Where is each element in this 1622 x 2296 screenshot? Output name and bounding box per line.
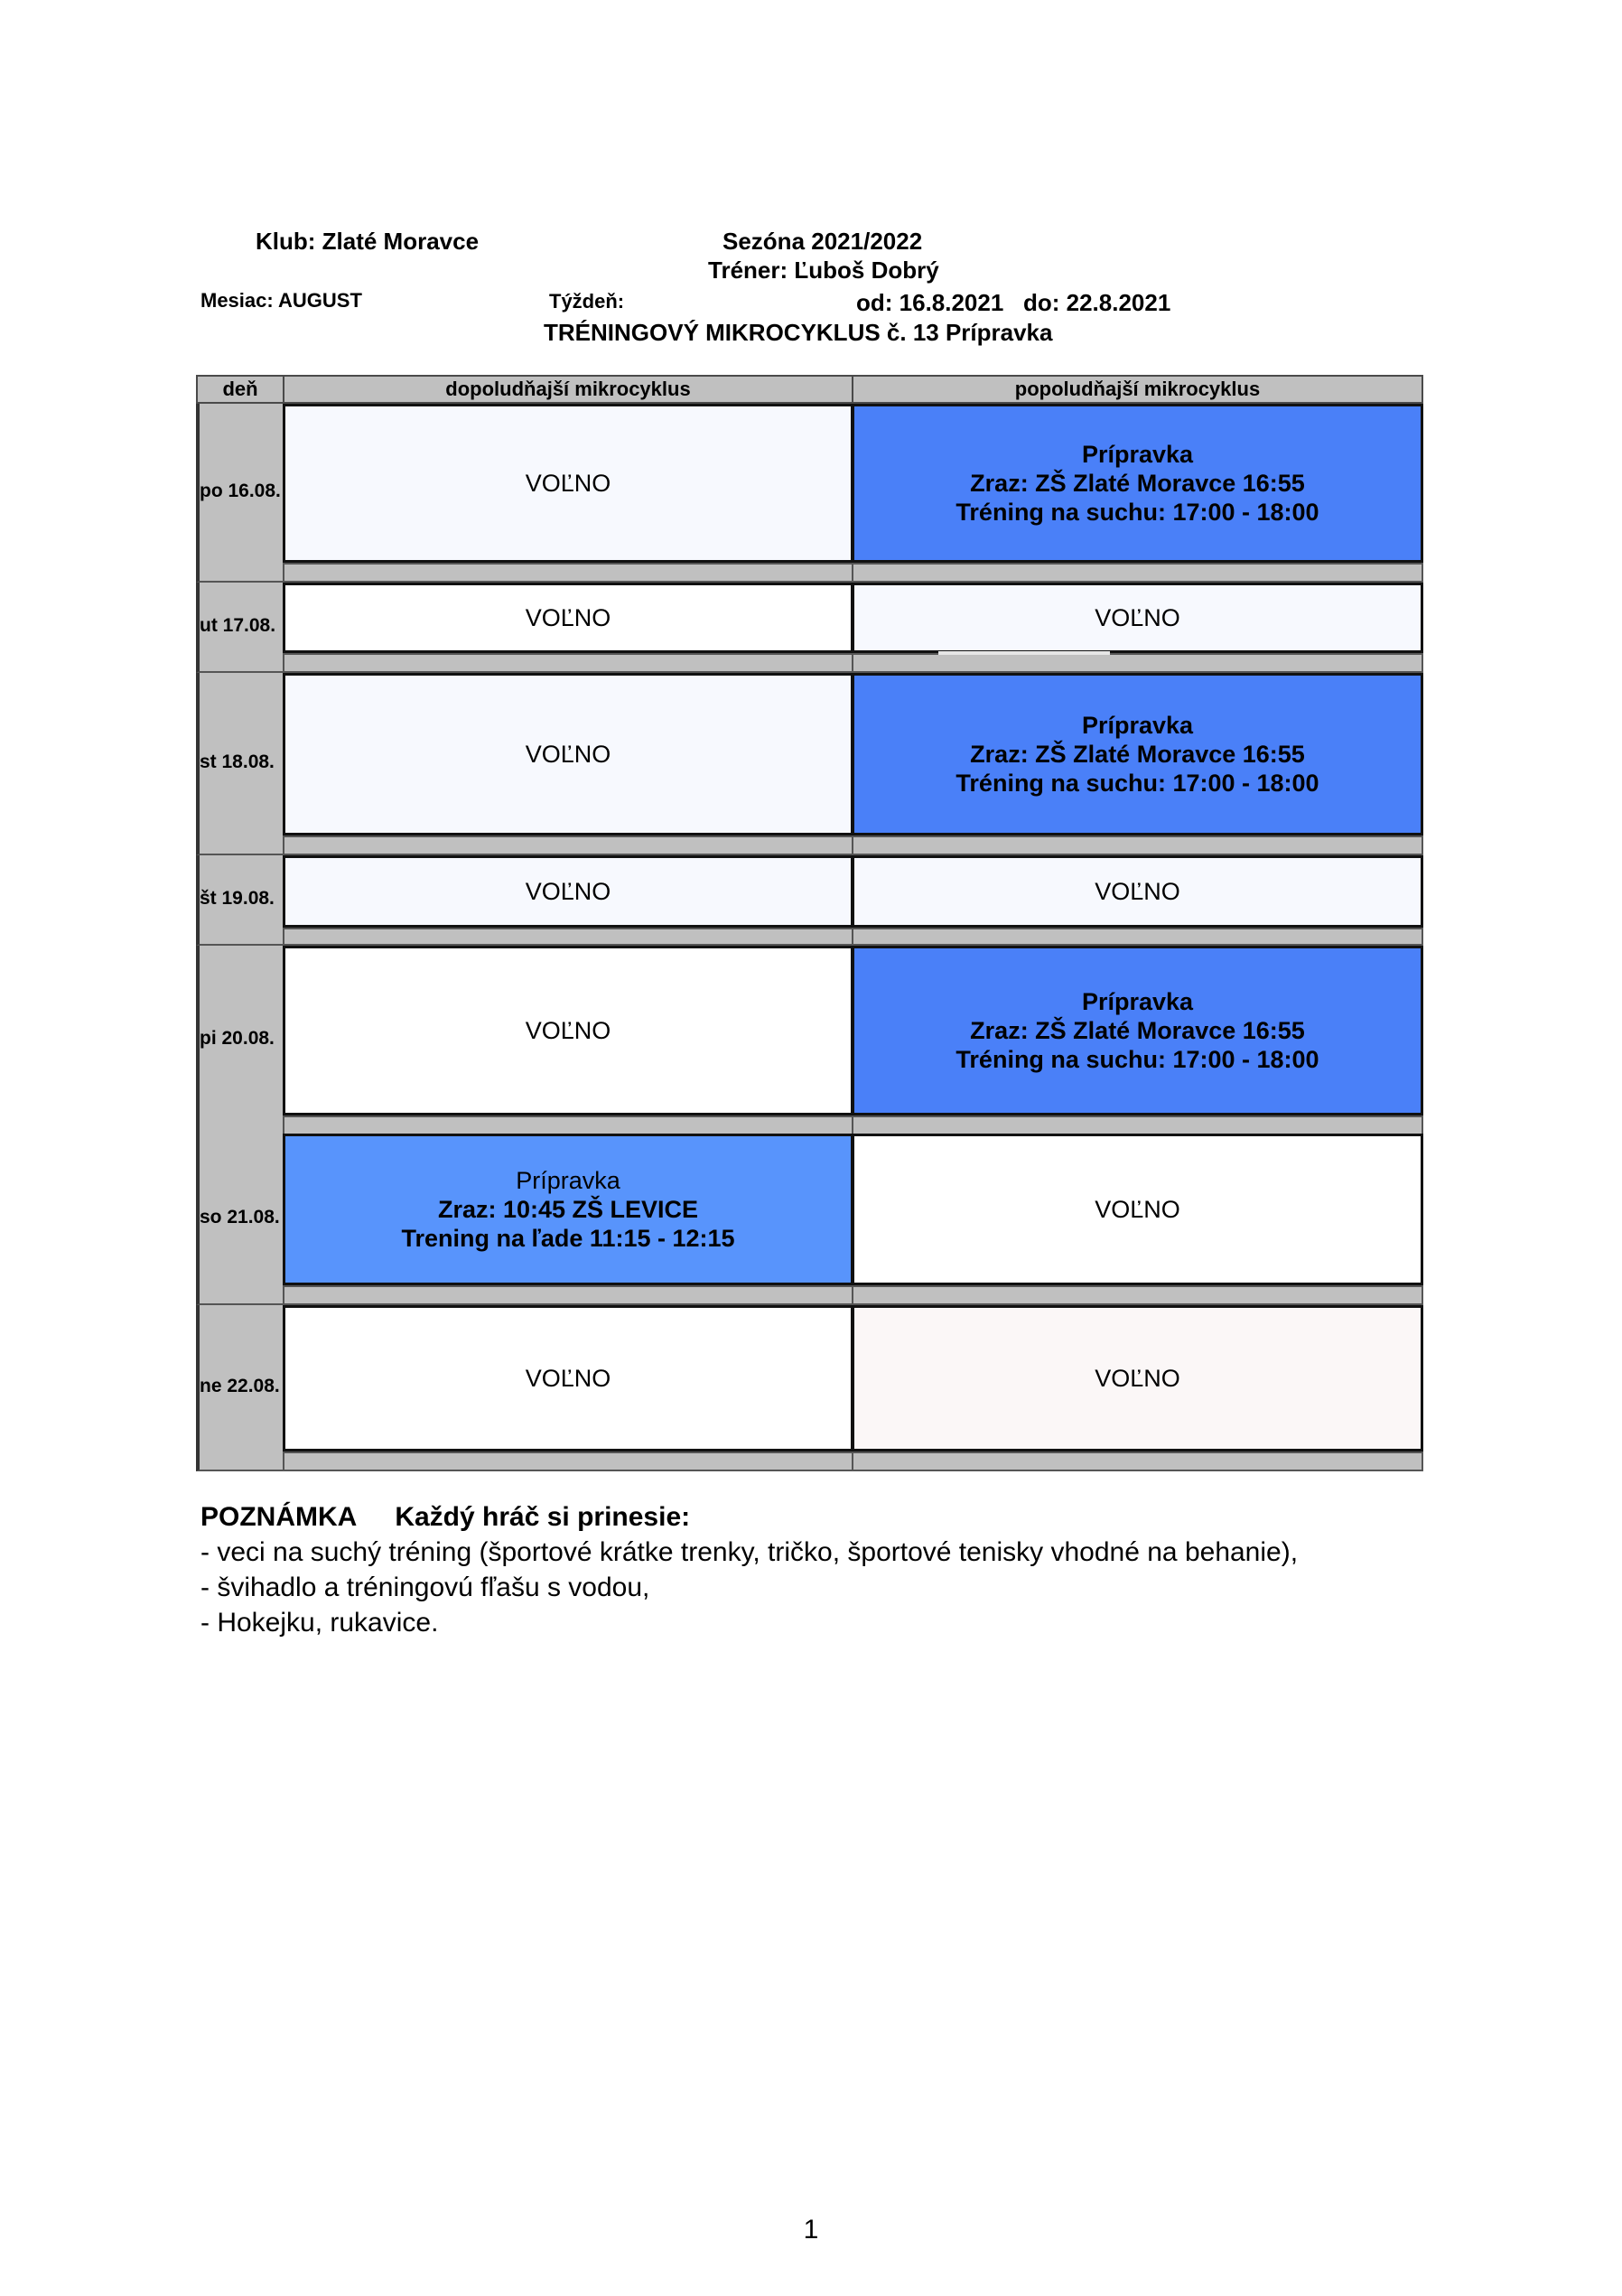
cell-line: VOĽNO [525, 1365, 611, 1392]
coach: Tréner: Ľuboš Dobrý [708, 257, 939, 284]
morning-cell [283, 855, 853, 928]
morning-cell [283, 1305, 853, 1451]
cell-line: Zraz: ZŠ Zlaté Moravce 16:55 [970, 470, 1305, 497]
morning-cell [283, 1134, 853, 1285]
schedule-table [196, 375, 1423, 1468]
cell-line: Trening na ľade 11:15 - 12:15 [401, 1225, 735, 1252]
cell-line: VOĽNO [1095, 1196, 1180, 1223]
row-separator [283, 563, 853, 583]
cell-line: Tréning na suchu: 17:00 - 18:00 [955, 770, 1319, 797]
row-separator [852, 563, 1423, 583]
afternoon-cell [852, 404, 1423, 563]
cell-line: Prípravka [1081, 988, 1194, 1015]
note-subtitle: Každý hráč si prinesie: [395, 1502, 691, 1532]
date-range: od: 16.8.2021 do: 22.8.2021 [856, 289, 1171, 316]
day-text: st 18.08. [200, 751, 275, 772]
club-name: Klub: Zlaté Moravce [256, 228, 480, 255]
afternoon-cell [852, 1305, 1423, 1451]
row-separator [283, 1451, 853, 1471]
day-label [196, 1305, 284, 1471]
season: Sezóna 2021/2022 [722, 228, 923, 255]
cell-line: VOĽNO [525, 878, 611, 905]
cell-line: Prípravka [1081, 712, 1194, 739]
row-separator [283, 1115, 853, 1135]
afternoon-cell [852, 583, 1423, 653]
row-separator [283, 1285, 853, 1305]
header-day: deň [196, 375, 284, 404]
afternoon-cell [852, 855, 1423, 928]
day-label [196, 673, 284, 855]
cell-line: Prípravka [1081, 441, 1194, 468]
cell-line: VOĽNO [1095, 1365, 1180, 1392]
note-line: - veci na suchý tréning (športové krátke trenky, tričko, športové tenisky vhodné na behanie), [200, 1537, 1299, 1567]
row-separator [852, 835, 1423, 855]
day-text: ne 22.08. [200, 1376, 280, 1396]
row-separator [852, 1285, 1423, 1305]
morning-cell [283, 583, 853, 653]
header-afternoon: popoludňajší mikrocyklus [852, 375, 1423, 404]
cell-line: Zraz: 10:45 ZŠ LEVICE [437, 1196, 699, 1223]
page-number: 1 [803, 2215, 819, 2245]
cell-line: VOĽNO [1095, 878, 1180, 905]
day-text: ut 17.08. [200, 615, 276, 636]
note-title: POZNÁMKA [200, 1502, 358, 1532]
day-text: so 21.08. [200, 1207, 280, 1227]
day-text: pi 20.08. [200, 1028, 275, 1049]
afternoon-cell [852, 1134, 1423, 1285]
day-label [196, 583, 284, 673]
note-section [200, 1499, 1298, 1640]
day-text: št 19.08. [200, 888, 275, 909]
cell-line: VOĽNO [525, 604, 611, 631]
day-label [196, 946, 284, 1135]
cell-line: Zraz: ZŠ Zlaté Moravce 16:55 [970, 1017, 1305, 1044]
row-separator [852, 928, 1423, 946]
cell-line: VOĽNO [525, 470, 611, 497]
afternoon-cell [852, 946, 1423, 1115]
morning-cell [283, 673, 853, 835]
day-text: po 16.08. [200, 481, 281, 501]
cell-line: Zraz: ZŠ Zlaté Moravce 16:55 [970, 741, 1305, 768]
row-separator [852, 1115, 1423, 1135]
note-line: - švihadlo a tréningovú fľašu s vodou, [200, 1573, 650, 1602]
month: Mesiac: AUGUST [200, 289, 362, 312]
page-title: TRÉNINGOVÝ MIKROCYKLUS č. 13 Prípravka [544, 319, 1053, 346]
cell-line: Tréning na suchu: 17:00 - 18:00 [955, 499, 1319, 526]
day-label [196, 1134, 284, 1305]
row-separator [852, 1451, 1423, 1471]
cell-line: VOĽNO [525, 1017, 611, 1044]
morning-cell [283, 946, 853, 1115]
note-line: - Hokejku, rukavice. [200, 1608, 439, 1638]
day-label [196, 855, 284, 946]
cell-gap-mark [938, 651, 1110, 655]
row-separator [283, 928, 853, 946]
day-label [196, 404, 284, 583]
cell-line: Tréning na suchu: 17:00 - 18:00 [955, 1046, 1319, 1073]
week-label: Týždeň: [549, 290, 625, 313]
afternoon-cell [852, 673, 1423, 835]
row-separator [283, 835, 853, 855]
cell-line: Prípravka [516, 1167, 620, 1194]
cell-line: VOĽNO [525, 741, 611, 768]
row-separator [852, 653, 1423, 673]
header-morning: dopoludňajší mikrocyklus [283, 375, 853, 404]
cell-line: VOĽNO [1095, 604, 1180, 631]
morning-cell [283, 404, 853, 563]
row-separator [283, 653, 853, 673]
